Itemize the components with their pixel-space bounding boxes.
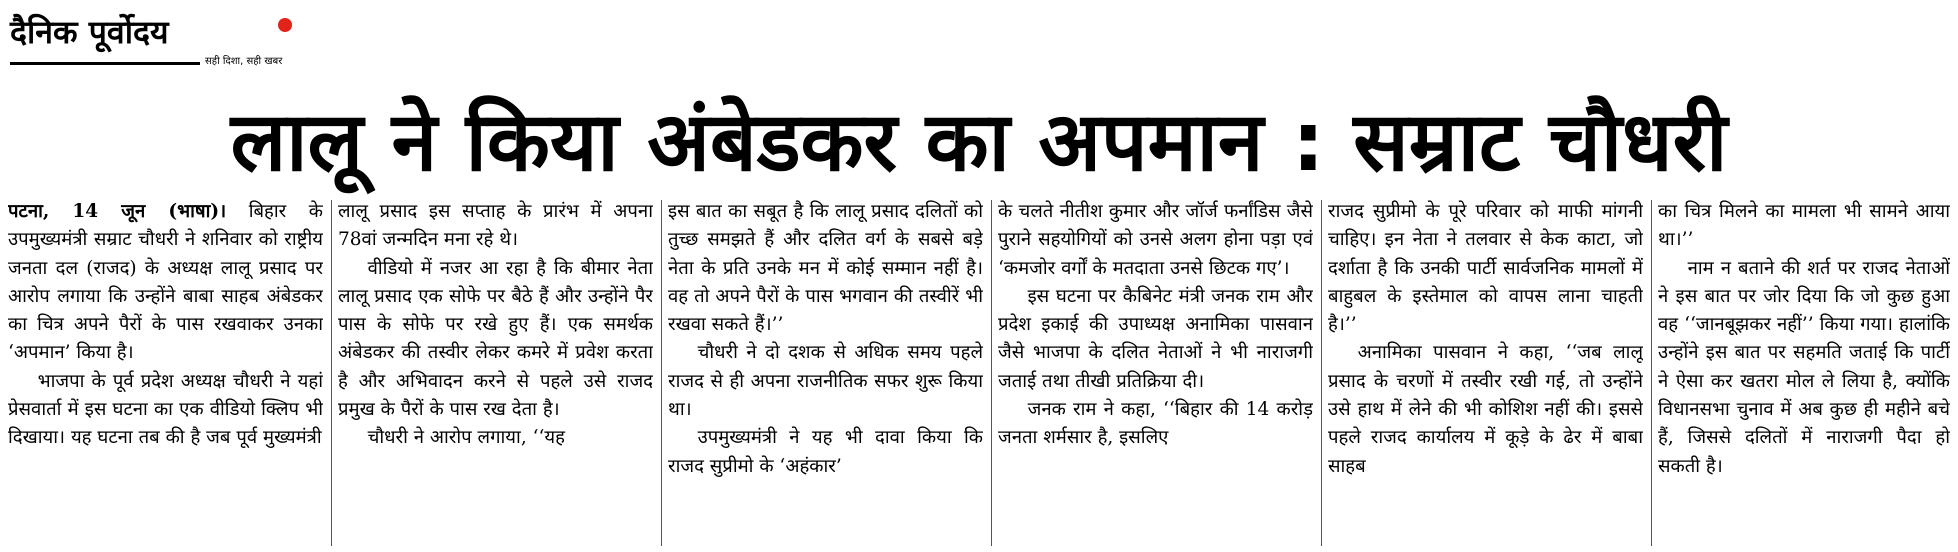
article-column-4 <box>998 198 1313 546</box>
article-paragraph: उपमुख्यमंत्री ने यह भी दावा किया कि राजद सुप्रीमो के ‘अहंकार’ <box>668 427 983 477</box>
article-paragraph: राजद सुप्रीमो के पूरे परिवार को माफी मांगनी चाहिए। इन नेता ने तलवार से केक काटा, जो दर्शाता है कि उनकी पार्टी सार्वजनिक मामलों में बाहुबल के इस्तेमाल को वापस लाना चाहती है।’’ <box>1328 201 1643 336</box>
article-dateline: पटना, 14 जून (भाषा)। <box>8 201 227 222</box>
article-paragraph: चौधरी ने आरोप लगाया, ‘‘यह <box>367 427 565 449</box>
column-divider <box>661 200 662 546</box>
article-paragraph: चौधरी ने दो दशक से अधिक समय पहले राजद से ही अपना राजनीतिक सफर शुरू किया था। <box>668 342 983 421</box>
article-column-2 <box>338 198 653 546</box>
masthead <box>10 10 290 80</box>
article-paragraph: जनक राम ने कहा, ‘‘बिहार की 14 करोड़ जनता शर्मसार है, इसलिए <box>998 399 1313 449</box>
article-column-1 <box>8 198 323 546</box>
article-paragraph: इस बात का सबूत है कि लालू प्रसाद दलितों को तुच्छ समझते हैं और दलित वर्ग के सबसे बड़े नेता के प्रति उनके मन में कोई सम्मान नहीं है। वह तो अपने पैरों के पास भगवान की तस्वीरें भी रखवा सकते हैं।’’ <box>668 201 983 336</box>
column-divider <box>1651 200 1652 546</box>
masthead-logo-text: दैनिक पूर्वोदय <box>10 13 169 51</box>
article-paragraph <box>8 198 323 368</box>
article-paragraph: लालू प्रसाद इस सप्ताह के प्रारंभ में अपना 78वां जन्मदिन मना रहे थे। <box>338 201 653 251</box>
article-paragraph: के चलते नीतीश कुमार और जॉर्ज फर्नांडिस जैसे पुराने सहयोगियों को उनसे अलग होना पड़ा एवं ‘कमजोर वर्गों के मतदाता उनसे छिटक गए’। <box>998 201 1313 279</box>
article-paragraph: इस घटना पर कैबिनेट मंत्री जनक राम और प्रदेश इकाई की उपाध्यक्ष अनामिका पासवान जैसे भाजपा के दलित नेताओं ने भी नाराजगी जताई तथा तीखी प्रतिक्रिया दी। <box>998 285 1313 392</box>
article-paragraph: भाजपा के पूर्व प्रदेश अध्यक्ष चौधरी ने यहां प्रेसवार्ता में इस घटना का एक वीडियो क्लिप भी दिखाया। यह घटना तब की है जब पूर्व मुख्यमंत्री <box>8 370 323 449</box>
column-divider <box>1321 200 1322 546</box>
masthead-red-dot <box>278 18 292 32</box>
article-paragraph: का चित्र मिलने का मामला भी सामने आया था।’’ <box>1658 201 1950 251</box>
article-paragraph: अनामिका पासवान ने कहा, ‘‘जब लालू प्रसाद के चरणों में तस्वीर रखी गई, तो उन्होंने उसे हाथ में लेने की भी कोशिश नहीं की। इससे पहले राजद कार्यालय में कूड़े के ढेर में बाबा साहब <box>1328 342 1643 477</box>
column-divider <box>991 200 992 546</box>
masthead-underline <box>10 62 200 65</box>
article-body <box>8 198 1950 548</box>
masthead-tagline: सही दिशा, सही खबर <box>205 56 283 67</box>
article-column-3 <box>668 198 983 546</box>
article-paragraph: नाम न बताने की शर्त पर राजद नेताओं ने इस बात पर जोर दिया कि जो कुछ हुआ वह ‘‘जानबूझकर नहीं’’ किया गया। हालांकि उन्होंने इस बात पर सहमति जताई कि पार्टी ने ऐसा कर खतरा मोल ले लिया है, क्योंकि विधानसभा चुनाव में अब कुछ ही महीने बचे हैं, जिससे दलितों में नाराजगी पैदा हो सकती है। <box>1658 257 1950 477</box>
article-column-6 <box>1658 198 1950 546</box>
article-headline: लालू ने किया अंबेडकर का अपमान : सम्राट चौधरी <box>230 95 1728 190</box>
paragraph-text: बिहार के उपमुख्यमंत्री सम्राट चौधरी ने शनिवार को राष्ट्रीय जनता दल (राजद) के अध्यक्ष लालू प्रसाद पर आरोप लगाया कि उन्होंने बाबा साहब अंबेडकर का चित्र अपने पैरों के पास रखवाकर उनका ‘अपमान’ किया है। <box>8 201 323 364</box>
article-paragraph: वीडियो में नजर आ रहा है कि बीमार नेता लालू प्रसाद एक सोफे पर बैठे हैं और उन्होंने पैर पास के सोफे पर रखे हुए हैं। एक समर्थक अंबेडकर की तस्वीर लेकर कमरे में प्रवेश करता है और अभिवादन करने से पहले उसे राजद प्रमुख के पैरों के पास रख देता है। <box>338 257 653 421</box>
column-divider <box>331 200 332 546</box>
article-column-5 <box>1328 198 1643 546</box>
